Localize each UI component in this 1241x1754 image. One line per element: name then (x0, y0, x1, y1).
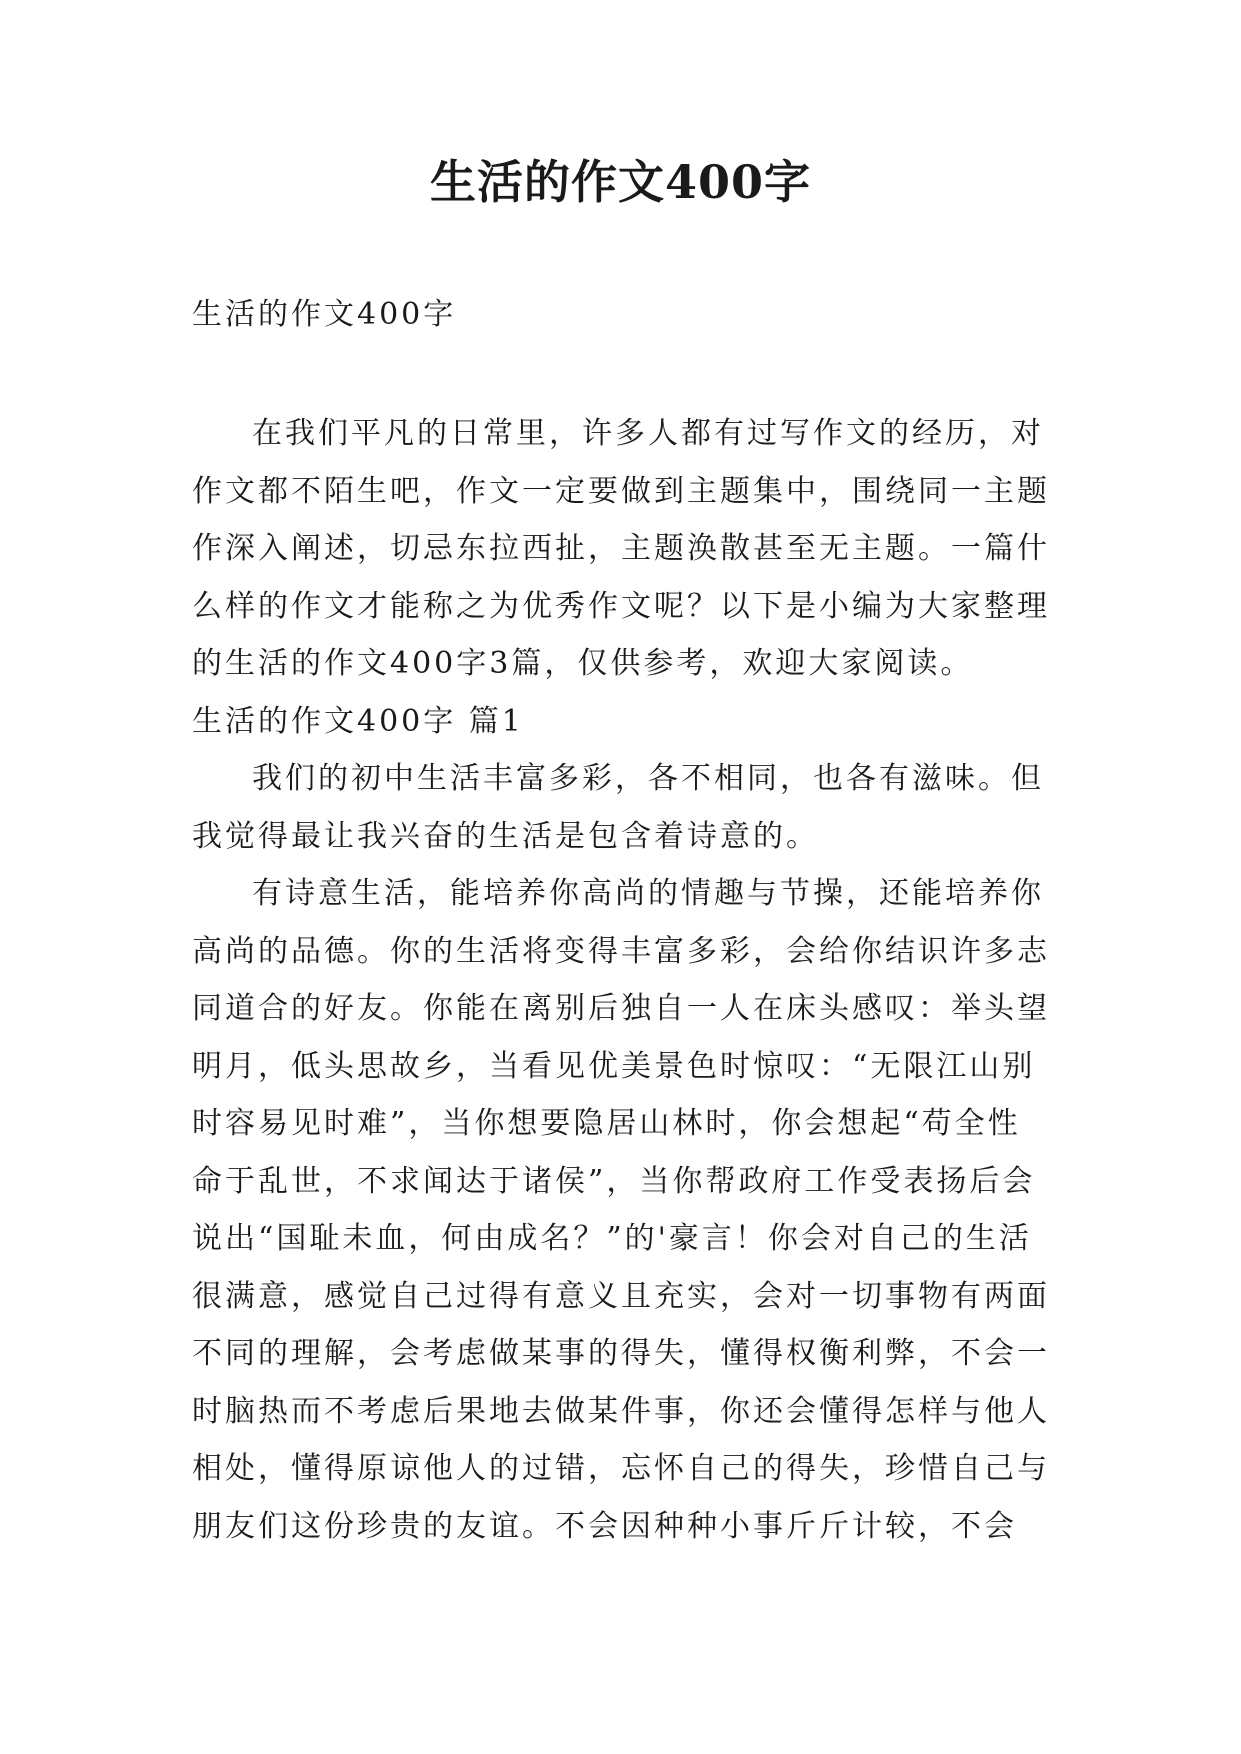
section-heading: 生活的作文400字 篇1 (192, 703, 524, 739)
intro-paragraph: 在我们平凡的日常里，许多人都有过写作文的经历，对作文都不陌生吧，作文一定要做到主题集中，围绕同一主题作深入阐述，切忌东拉西扯，主题涣散甚至无主题。一篇什么样的作文才能称之为优秀作文呢？以下是小编为大家整理的生活的作文400字3篇，仅供参考，欢迎大家阅读。 (192, 416, 1050, 681)
document-body (192, 405, 1052, 1555)
body-paragraph-1: 我们的初中生活丰富多彩，各不相同，也各有滋味。但我觉得最让我兴奋的生活是包含着诗意的。 (192, 761, 1044, 854)
document-title: 生活的作文400字 (429, 155, 812, 209)
document-subtitle: 生活的作文400字 (192, 297, 457, 332)
body-paragraph-2: 有诗意生活，能培养你高尚的情趣与节操，还能培养你高尚的品德。你的生活将变得丰富多彩，会给你结识许多志同道合的好友。你能在离别后独自一人在床头感叹：举头望明月，低头思故乡，当看见优美景色时惊叹：“无限江山别时容易见时难”，当你想要隐居山林时，你会想起“苟全性命于乱世，不求闻达于诸侯”，当你帮政府工作受表扬后会说出“国耻未血，何由成名？”的'豪言！你会对自己的生活很满意，感觉自己过得有意义且充实，会对一切事物有两面不同的理解，会考虑做某事的得失，懂得权衡利弊，不会一时脑热而不考虑后果地去做某件事，你还会懂得怎样与他人相处，懂得原谅他人的过错，忘怀自己的得失，珍惜自己与朋友们这份珍贵的友谊。不会因种种小事斤斤计较，不会 (192, 876, 1050, 1544)
